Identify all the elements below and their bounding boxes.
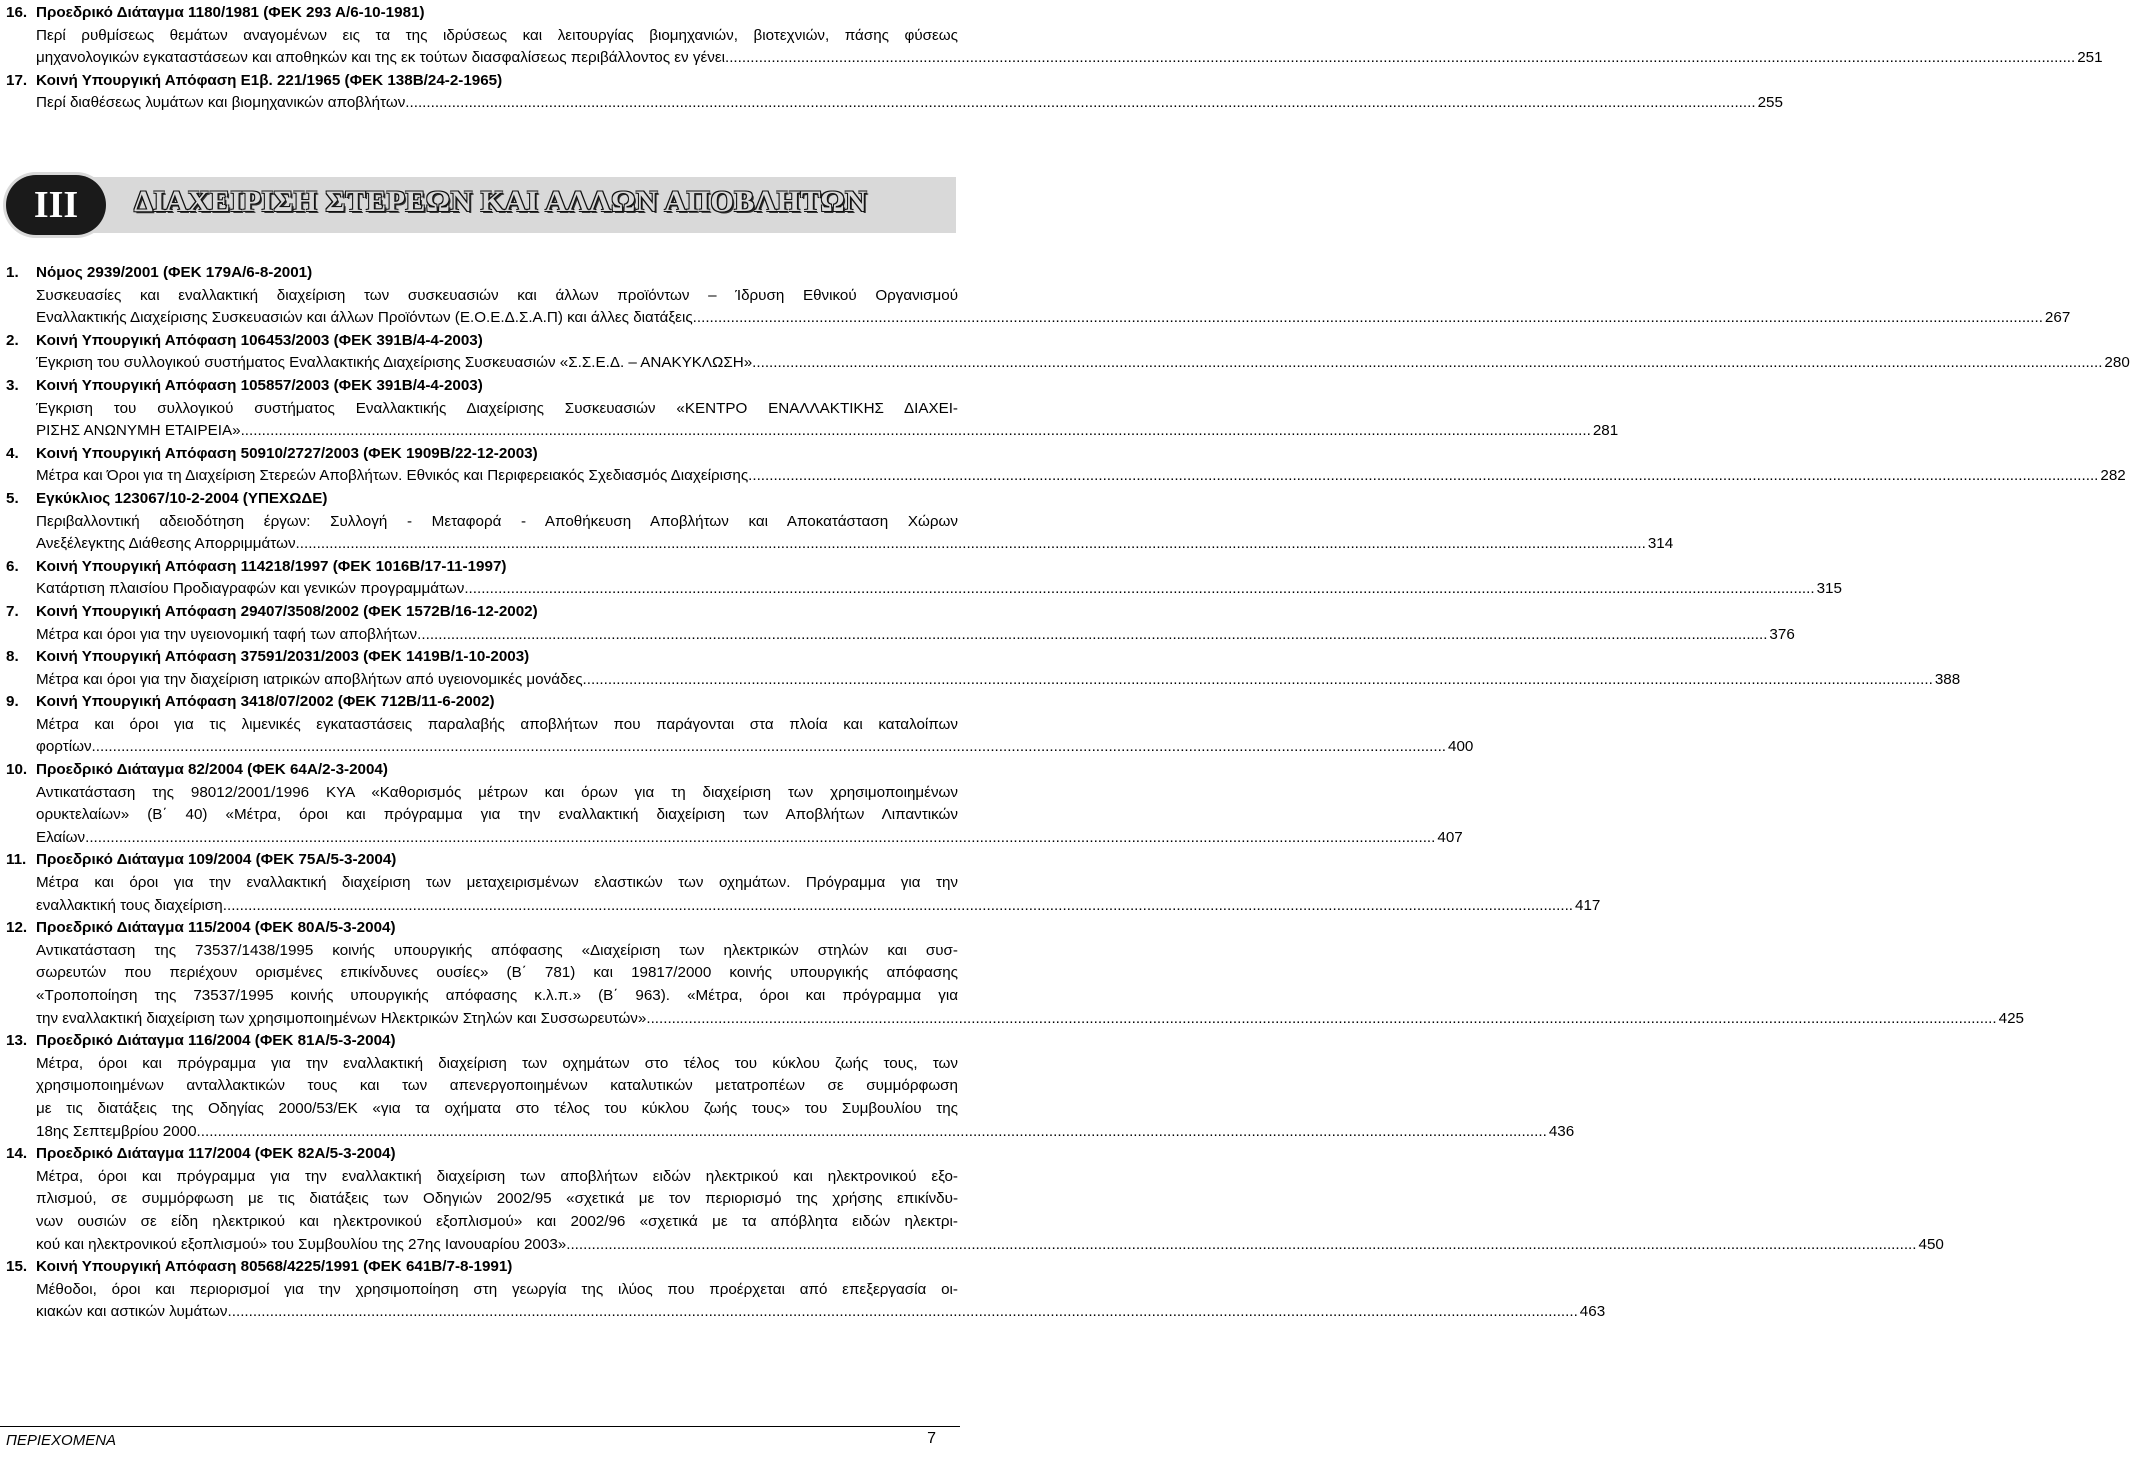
entry-leader-line (36, 47, 2103, 70)
toc-entry (6, 849, 1601, 917)
entry-page-number: 251 (2077, 49, 2103, 67)
entry-number: 14. (6, 1145, 28, 1163)
entry-description-end: κού και ηλεκτρονικού εξοπλισμού» του Συμβουλίου της 27ης Ιανουαρίου 2003» (36, 1235, 567, 1253)
toc-entry (6, 443, 2126, 488)
entry-description-end: Μέτρα και όροι για την διαχείριση ιατρικών αποβλήτων από υγειονομικές μονάδες (36, 670, 583, 688)
leader-dots (223, 895, 1573, 918)
toc-entry (6, 1256, 1606, 1324)
entry-description-end: Εναλλακτικής Διαχείρισης Συσκευασιών και άλλων Προϊόντων (Ε.Ο.Ε.Δ.Σ.Α.Π) και άλλες διατάξεις (36, 309, 693, 327)
entry-title: Προεδρικό Διάταγμα 116/2004 (ΦΕΚ 81Α/5-3-2004) (36, 1032, 396, 1050)
entry-title: Προεδρικό Διάταγμα 117/2004 (ΦΕΚ 82Α/5-3-2004) (36, 1145, 396, 1163)
entry-page-number: 255 (1757, 94, 1783, 112)
leader-dots (405, 92, 1755, 115)
entry-description-end: Έγκριση του συλλογικού συστήματος Εναλλακτικής Διαχείρισης Συσκευασιών «Σ.Σ.Ε.Δ. – ΑΝΑΚΥΚΛΩΣΗ» (36, 354, 753, 372)
leader-dots (693, 307, 2043, 330)
toc-entry (6, 488, 1674, 556)
entry-page-number: 400 (1448, 738, 1474, 756)
entry-title: Κοινή Υπουργική Απόφαση 105857/2003 (ΦΕΚ 391Β/4-4-2003) (36, 376, 483, 394)
toc-entries-main (6, 262, 2130, 1324)
entry-description-end: φορτίων. (36, 738, 96, 756)
entry-number: 5. (6, 489, 19, 507)
entry-title: Προεδρικό Διάταγμα 82/2004 (ΦΕΚ 64Α/2-3-2004) (36, 761, 388, 779)
entry-description-line: νων ουσιών σε είδη ηλεκτρικού και ηλεκτρονικού εξοπλισμού» και 2002/96 «σχετικά με τα απόβλητα ειδών ηλεκτρι- (36, 1212, 958, 1230)
entry-page-number: 436 (1548, 1122, 1575, 1140)
toc-entry (6, 330, 2130, 375)
entry-page-number: 314 (1647, 535, 1674, 553)
entry-leader-line (36, 307, 2071, 330)
entry-leader-line (36, 1008, 2024, 1031)
footer-divider (0, 1426, 960, 1427)
entry-description-end: Ελαίων (36, 828, 86, 846)
entry-description-line: Μέτρα, όροι και πρόγραμμα για την εναλλακτική διαχείριση των οχημάτων στο τέλος του κύκλου ζωής τους, των (36, 1054, 958, 1072)
entry-number: 7. (6, 602, 19, 620)
entry-title: Προεδρικό Διάταγμα 1180/1981 (ΦΕΚ 293 Α/6-10-1981) (36, 4, 425, 21)
page-number: 7 (927, 1430, 936, 1447)
entry-description-end: Μέτρα και όροι για την υγειονομική ταφή των αποβλήτων (36, 625, 418, 643)
entry-description-line: ορυκτελαίων» (Β΄ 40) «Μέτρα, όροι και πρόγραμμα για την εναλλακτική διαχείριση των Αποβλήτων Λιπαντικών (36, 806, 958, 824)
entry-description-end: την εναλλακτική διαχείριση των χρησιμοποιημένων Ηλεκτρικών Στηλών και Συσσωρευτών» (36, 1009, 647, 1027)
entry-title: Κοινή Υπουργική Απόφαση 29407/3508/2002 (ΦΕΚ 1572Β/16-12-2002) (36, 602, 538, 620)
entry-description-end: Μέτρα και Όροι για τη Διαχείριση Στερεών Αποβλήτων. Εθνικός και Περιφερειακός Σχεδιασμός Διαχείρισης (36, 467, 749, 485)
entry-page-number: 388 (1934, 670, 1961, 688)
entry-page-number: 407 (1437, 828, 1463, 846)
leader-dots (85, 827, 1435, 850)
entry-leader-line (36, 465, 2126, 488)
leader-dots (566, 1234, 1916, 1257)
entry-description-line: Αντικατάσταση της 98012/2001/1996 ΚΥΑ «Καθορισμός μέτρων και όρων για τη διαχείριση των χρησιμοποιημένων (36, 783, 958, 801)
entry-description-end: 18ης Σεπτεμβρίου 2000 (36, 1122, 197, 1140)
entry-description-line: Μέτρα και όροι για την εναλλακτική διαχείριση των μεταχειρισμένων ελαστικών των οχημάτων. Πρόγραμμα για την (36, 874, 958, 892)
entry-page-number: 282 (2100, 467, 2126, 485)
entry-title: Κοινή Υπουργική Απόφαση 114218/1997 (ΦΕΚ 1016Β/17-11-1997) (36, 557, 507, 575)
entry-number: 17. (6, 71, 28, 89)
entry-description-end: Κατάρτιση πλαισίου Προδιαγραφών και γενικών προγραμμάτων (36, 580, 465, 598)
entry-number: 9. (6, 693, 19, 711)
leader-dots (228, 1301, 1578, 1324)
entry-leader-line (36, 352, 2130, 375)
entry-number: 2. (6, 331, 19, 349)
toc-entry (6, 1030, 1575, 1143)
entry-number: 11. (6, 851, 27, 869)
toc-entry (6, 759, 1463, 849)
entry-description-line: Περιβαλλοντική αδειοδότηση έργων: Συλλογή - Μεταφορά - Αποθήκευση Αποβλήτων και Αποκατάσταση Χώρων (36, 512, 958, 530)
entry-leader-line (36, 669, 1961, 692)
entry-title: Κοινή Υπουργική Απόφαση 37591/2031/2003 (ΦΕΚ 1419Β/1-10-2003) (36, 648, 530, 666)
entry-description-line: Μέτρα και όροι για τις λιμενικές εγκαταστάσεις παραλαβής αποβλήτων που παράγονται στα πλοία και καταλοίπων (36, 715, 958, 733)
entry-description-line: με τις διατάξεις της Οδηγίας 2000/53/ΕΚ «για τα οχήματα στο τέλος του κύκλου ζωής τους» του Συμβουλίου της (36, 1099, 958, 1117)
entry-description-end: Ανεξέλεγκτης Διάθεσης Απορριμμάτων (36, 535, 296, 553)
leader-dots (296, 533, 1646, 556)
entry-description-line: Μέθοδοι, όροι και περιορισμοί για την χρησιμοποίηση στη γεωργία της ιλύος που προέρχεται από επεξεργασία οι- (36, 1280, 958, 1298)
entry-title: Κοινή Υπουργική Απόφαση Ε1β. 221/1965 (ΦΕΚ 138Β/24-2-1965) (36, 71, 503, 89)
entry-title: Προεδρικό Διάταγμα 109/2004 (ΦΕΚ 75Α/5-3-2004) (36, 851, 397, 869)
entry-leader-line (36, 624, 1795, 647)
section-title: ΔΙΑΧΕΙΡΙΣΗ ΣΤΕΡΕΩΝ ΚΑΙ ΑΛΛΩΝ ΑΠΟΒΛΗΤΩΝ (134, 185, 868, 218)
entry-leader-line (36, 895, 1601, 918)
toc-entry (6, 375, 1619, 443)
toc-entry (6, 262, 2071, 330)
entry-leader-line (36, 533, 1674, 556)
toc-entry (6, 70, 1783, 115)
entry-title: Εγκύκλιος 123067/10-2-2004 (ΥΠΕΧΩΔΕ) (36, 489, 328, 507)
entry-page-number: 281 (1592, 422, 1619, 440)
entry-number: 15. (6, 1258, 28, 1276)
entry-number: 12. (6, 919, 28, 937)
leader-dots (725, 47, 2075, 70)
entry-number: 6. (6, 557, 19, 575)
entry-number: 10. (6, 761, 28, 779)
leader-dots (646, 1008, 1996, 1031)
entry-description-end: ΡΙΣΗΣ ΑΝΩΝΥΜΗ ΕΤΑΙΡΕΙΑ» (36, 422, 241, 440)
entry-number: 1. (6, 264, 19, 281)
entry-number: 3. (6, 376, 19, 394)
entry-leader-line (36, 827, 1463, 850)
toc-entry (6, 691, 1474, 759)
entry-page-number: 417 (1575, 896, 1601, 914)
entry-leader-line (36, 1301, 1606, 1324)
entry-title: Κοινή Υπουργική Απόφαση 50910/2727/2003 (ΦΕΚ 1909Β/22-12-2003) (36, 444, 538, 462)
entry-description-line: Έγκριση του συλλογικού συστήματος Εναλλακτικής Διαχείρισης Συσκευασιών «ΚΕΝΤΡΟ ΕΝΑΛΛΑΚΤΙΚΗΣ ΔΙΑΧΕΙ- (36, 399, 958, 417)
entry-title: Κοινή Υπουργική Απόφαση 3418/07/2002 (ΦΕΚ 712Β/11-6-2002) (36, 693, 495, 711)
entry-title: Κοινή Υπουργική Απόφαση 80568/4225/1991 (ΦΕΚ 641Β/7-8-1991) (36, 1258, 513, 1276)
footer-label: ΠΕΡΙΕΧΟΜΕΝΑ (6, 1432, 117, 1449)
entry-description-end: εναλλακτική τους διαχείριση (36, 896, 223, 914)
entry-title: Κοινή Υπουργική Απόφαση 106453/2003 (ΦΕΚ 391Β/4-4-2003) (36, 331, 483, 349)
leader-dots (752, 352, 2102, 375)
entry-leader-line (36, 736, 1474, 759)
entry-description-line: σωρευτών που περιέχουν ορισμένες επικίνδυνες ουσίες» (Β΄ 781) και 19817/2000 κοινής υπουργικής απόφασης (36, 964, 958, 982)
toc-entry (6, 601, 1795, 646)
entry-description-line: Αντικατάσταση της 73537/1438/1995 κοινής υπουργικής απόφασης «Διαχείριση των ηλεκτρικών στηλών και συσ- (36, 941, 958, 959)
entry-page-number: 376 (1769, 625, 1795, 643)
entry-number: 8. (6, 648, 19, 666)
toc-entry (6, 2, 2103, 70)
entry-description-line: «Τροποποίηση της 73537/1995 κοινής υπουργικής απόφασης κ.λ.π.» (Β΄ 963). «Μέτρα, όροι και πρόγραμμα για (36, 987, 958, 1004)
entry-page-number: 267 (2044, 309, 2071, 327)
toc-entries-top (6, 2, 2103, 115)
entry-title: Προεδρικό Διάταγμα 115/2004 (ΦΕΚ 80Α/5-3-2004) (36, 919, 396, 937)
toc-entry (6, 917, 2024, 1030)
entry-leader-line (36, 1234, 1944, 1257)
toc-entry (6, 556, 1842, 601)
leader-dots (583, 669, 1933, 692)
entry-description-end: μηχανολογικών εγκαταστάσεων και αποθηκών και της εκ τούτων διασφαλίσεως περιβάλλοντος εν γένει (36, 49, 725, 67)
entry-description-line: πλισμού, σε συμμόρφωση με τις διατάξεις των Οδηγιών 2002/95 «σχετικά με τον περιορισμό της χρήσης επικίνδυ- (36, 1190, 958, 1208)
entry-page-number: 463 (1579, 1303, 1606, 1321)
entry-description-line: χρησιμοποιημένων ανταλλακτικών τους και των απενεργοποιημένων καταλυτικών μετατροπέων σε συμμόρφωση (36, 1077, 958, 1095)
entry-leader-line (36, 578, 1842, 601)
entry-number: 16. (6, 4, 28, 21)
entry-page-number: 450 (1918, 1235, 1944, 1253)
entry-leader-line (36, 420, 1619, 443)
entry-description-end: κιακών και αστικών λυμάτων (36, 1303, 228, 1321)
entry-description-line: Περί ρυθμίσεως θεμάτων αναγομένων εις τα της ιδρύσεως και λειτουργίας βιομηχανιών, βιοτεχνιών, πάσης φύσεως (36, 26, 958, 44)
leader-dots (748, 465, 2098, 488)
section-banner (6, 175, 956, 235)
entry-description-line: Μέτρα, όροι και πρόγραμμα για την εναλλακτική διαχείριση των αποβλήτων ειδών ηλεκτρικού και ηλεκτρονικού εξο- (36, 1167, 958, 1185)
toc-entry (6, 1143, 1944, 1256)
leader-dots (464, 578, 1814, 601)
leader-dots (417, 624, 1767, 647)
entry-number: 4. (6, 444, 19, 462)
entry-description-end: Περί διαθέσεως λυμάτων και βιομηχανικών αποβλήτων (36, 94, 406, 112)
leader-dots (241, 420, 1591, 443)
toc-entry (6, 646, 1961, 691)
entry-leader-line (36, 92, 1783, 115)
leader-dots (96, 736, 1446, 759)
entry-page-number: 280 (2104, 354, 2130, 372)
entry-description-line: Συσκευασίες και εναλλακτική διαχείριση των συσκευασιών και άλλων προϊόντων – Ίδρυση Εθνικού Οργανισμού (36, 286, 958, 304)
leader-dots (197, 1121, 1547, 1144)
entry-title: Νόμος 2939/2001 (ΦΕΚ 179Α/6-8-2001) (36, 264, 313, 281)
entry-leader-line (36, 1121, 1575, 1144)
entry-page-number: 425 (1998, 1009, 2024, 1027)
entry-page-number: 315 (1816, 580, 1842, 598)
entry-number: 13. (6, 1032, 28, 1050)
section-roman-numeral: III (6, 175, 106, 235)
